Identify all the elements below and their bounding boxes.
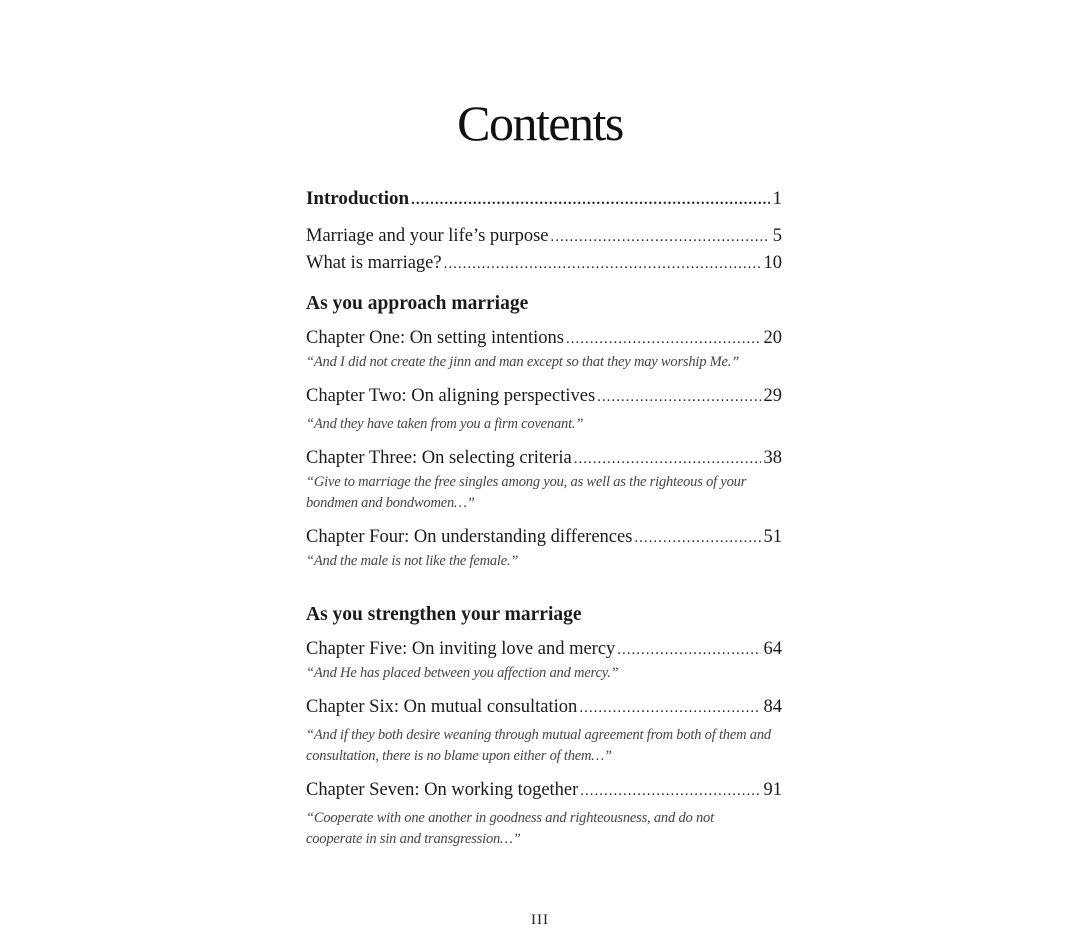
dot-leader [597,384,760,410]
page-number: III [531,912,549,928]
toc-entry-what-is-marriage[interactable] [306,250,782,277]
toc-entry-page: 10 [763,253,782,273]
toc-entry-page: 29 [763,386,782,406]
dot-leader [550,224,769,250]
chapter-quote: “Give to marriage the free singles among you, as well as the righteous of your bondmen and bondwomen…” [306,474,747,511]
toc-entry-label: What is marriage? [306,253,442,273]
toc-entry-label: Chapter Four: On understanding differences [306,527,633,547]
toc-entry-chapter-seven[interactable] [306,777,782,804]
chapter-quote: “And if they both desire weaning through mutual agreement from both of them and consultation, there is no blame upon either of them…” [306,727,771,764]
toc-entry-page: 5 [772,226,782,246]
section-heading: As you strengthen your marriage [306,604,582,625]
chapter-quote: “Cooperate with one another in goodness and righteousness, and do not cooperate in sin and transgression…” [306,810,714,847]
toc-entry-page: 64 [763,639,782,659]
toc-entry-page: 51 [763,527,782,547]
table-of-contents [306,186,782,850]
chapter-quote: “And the male is not like the female.” [306,553,519,569]
page-title: Contents [457,94,623,151]
dot-leader [634,525,760,551]
toc-entry-page: 38 [763,448,782,468]
toc-entry-page: 20 [763,328,782,348]
toc-entry-label: Marriage and your life’s purpose [306,226,549,246]
toc-entry-label: Chapter Six: On mutual consultation [306,697,578,717]
toc-entry-label: Chapter Two: On aligning perspectives [306,386,596,406]
chapter-quote: “And He has placed between you affection and mercy.” [306,665,619,681]
toc-entry-chapter-six[interactable] [306,694,782,721]
toc-entry-chapter-four[interactable] [306,524,782,551]
toc-entry-page: 1 [772,188,782,209]
toc-entry-chapter-five[interactable] [306,636,782,663]
dot-leader [579,695,760,721]
toc-entry-introduction[interactable] [306,186,782,213]
dot-leader [566,326,761,352]
toc-entry-chapter-three[interactable] [306,445,782,472]
chapter-quote: “And they have taken from you a firm covenant.” [306,416,584,432]
section-heading: As you approach marriage [306,293,529,314]
toc-entry-label: Introduction [306,188,410,209]
toc-entry-label: Chapter Three: On selecting criteria [306,448,572,468]
toc-entry-label: Chapter Five: On inviting love and mercy [306,639,616,659]
toc-entry-chapter-two[interactable] [306,383,782,410]
toc-entry-chapter-one[interactable] [306,325,782,352]
dot-leader [617,637,760,663]
toc-entry-page: 91 [763,780,782,800]
dot-leader [444,251,761,277]
toc-entry-label: Chapter Seven: On working together [306,780,579,800]
dot-leader [574,446,761,472]
toc-entry-page: 84 [763,697,782,717]
chapter-quote: “And I did not create the jinn and man except so that they may worship Me.” [306,354,740,370]
toc-entry-life-purpose[interactable] [306,223,782,250]
dot-leader [580,778,760,804]
toc-entry-label: Chapter One: On setting intentions [306,328,564,348]
dot-leader [411,187,769,213]
